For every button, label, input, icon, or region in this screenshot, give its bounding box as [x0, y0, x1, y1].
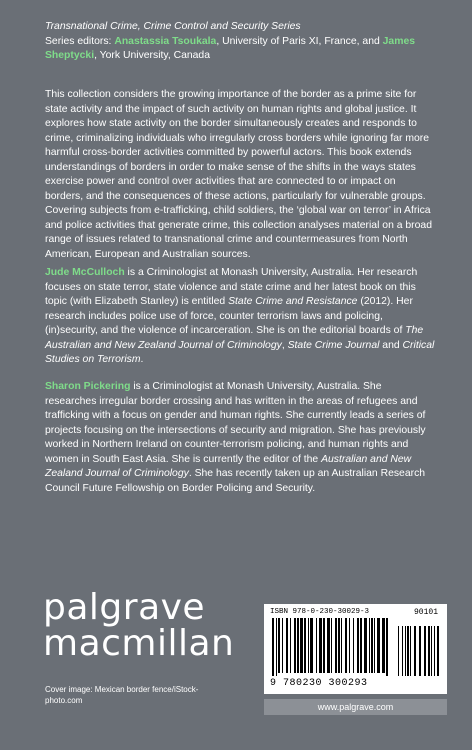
barcode-bar [428, 626, 430, 676]
barcode-bar [308, 618, 309, 673]
barcode-bar [349, 618, 350, 673]
barcode-bar [290, 618, 291, 673]
barcode-bar [360, 618, 362, 673]
barcode-bar [407, 626, 409, 676]
journal-title: Australian and New Zealand Journal of Criminology [45, 453, 412, 479]
author-bio-pickering [45, 380, 435, 496]
barcode-bar [353, 618, 354, 673]
bio-text: and [379, 339, 403, 351]
barcode-bar [419, 626, 421, 676]
barcode-bar [398, 626, 399, 676]
author-name: Sharon Pickering [45, 381, 131, 392]
journal-title: Critical Studies on Terrorism [45, 339, 435, 365]
bio-text: , [281, 339, 288, 351]
barcode-bar [386, 618, 388, 676]
bio-text: . [140, 354, 144, 365]
journal-title: State Crime Journal [287, 339, 380, 351]
barcode-number: 9 780230 300293 [270, 678, 368, 689]
barcode-bar [424, 626, 426, 676]
series-info [45, 20, 445, 64]
barcode-bar [335, 618, 337, 673]
bio-text: (2012). Her research includes police use of force, counter terrorism laws and policing, (in)security, and the violence of incarceration. She is on the editorial boards of [45, 296, 413, 336]
barcode-bar [323, 618, 325, 673]
barcode-bars [270, 618, 442, 678]
barcode-bar [310, 618, 313, 673]
author-name: Jude McCulloch [45, 267, 125, 278]
barcode-bar [434, 626, 435, 676]
barcode-bar [331, 618, 332, 673]
barcode-supplement: 90101 [414, 608, 439, 617]
journal-title: The Australian and New Zealand Journal of Criminology [45, 325, 424, 351]
logo-line-1: palgrave [43, 587, 206, 628]
barcode-bar [272, 618, 274, 676]
barcode-bar [294, 618, 296, 673]
series-title: Transnational Crime, Crime Control and Security Series [45, 21, 301, 32]
barcode-box [264, 604, 447, 694]
author-bio-mcculloch [45, 266, 435, 368]
barcode-bar [341, 618, 342, 673]
book-title: State Crime and Resistance [228, 296, 358, 307]
barcode-bar [357, 618, 359, 673]
barcode-bar [382, 618, 385, 673]
barcode-bar [286, 618, 288, 673]
logo-line-2: macmillan [43, 623, 235, 664]
cover-credit: Cover image: Mexican border fence/iStock-photo.com [45, 685, 199, 705]
barcode-bar [410, 626, 411, 676]
barcode-bar [304, 618, 306, 673]
editor-name-2: James Sheptycki [45, 35, 416, 61]
barcode-bar [364, 618, 367, 673]
editor-affiliation-1: , University of Paris XI, France, and [216, 35, 383, 47]
barcode-bar [414, 626, 416, 676]
barcode-bar [338, 618, 340, 673]
bio-text: is a Criminologist at Monash University, Australia. She researches irregular border crossing and has written in the areas of refugees and trafficking with a focus on gender and human rights. She currently leads a series of projects focusing on the intersections of security and migration. She has previously worked in Northern Ireland on counter-terrorism policing, and human rights and women in South East Asia. She is currently the editor of the [45, 381, 426, 465]
barcode-bar [377, 618, 380, 673]
barcode-bar [300, 618, 303, 673]
bio-text: is a Criminologist at Monash University, Australia. Her research focuses on state terror, state violence and state crime and her latest book on this topic (with Elizabeth Stanley) is entitled [45, 267, 418, 307]
barcode-bar [316, 618, 317, 673]
editor-name-1: Anastassia Tsoukala [114, 35, 217, 47]
barcode-bar [282, 618, 283, 673]
publisher-logo [43, 587, 235, 664]
barcode-bar [276, 618, 277, 676]
website-url: www.palgrave.com [264, 699, 447, 715]
bio-text: . She has recently taken up an Australian Research Council Future Fellowship on Border Policing and Security. [45, 468, 426, 494]
barcode-bar [402, 626, 403, 676]
barcode-bar [405, 626, 406, 676]
isbn-label: ISBN 978-0-230-30029-3 [270, 608, 370, 616]
book-description: This collection considers the growing importance of the border as a prime site for state activity and the impact of such activity on human rights and global justice. It explores how state activity on the border simultaneously creates and responds to crime, criminalizing individuals who irregularly cross borders while ignoring far more harmful cross-border activities committed by powerful actors. This book extends understandings of borders in order to make sense of the shifts in the ways states exercise power and control over activities that are connected to or impact on borders, and the consequences of these actions, particularly for vulnerable groups. Covering subjects from e-trafficking, child soldiers, the ‘global war on terror’ in Africa and police activities that generate crime, this collection analyses material on a broad range of issues related to transnational crime and countermeasures from North American, European and Australian sources. [45, 89, 432, 260]
series-editors [45, 35, 445, 64]
barcode-bar [297, 618, 299, 673]
barcode-bar [278, 618, 280, 673]
barcode-bar [369, 618, 370, 673]
barcode-bar [374, 618, 375, 673]
barcode-bar [371, 618, 373, 673]
series-editors-prefix: Series editors: [45, 35, 115, 47]
barcode-bar [319, 618, 322, 673]
editor-affiliation-2: , York University, Canada [94, 50, 210, 61]
barcode-bar [345, 618, 347, 673]
barcode-bar [327, 618, 330, 673]
barcode-bar [431, 626, 432, 676]
barcode-bar [437, 626, 439, 676]
